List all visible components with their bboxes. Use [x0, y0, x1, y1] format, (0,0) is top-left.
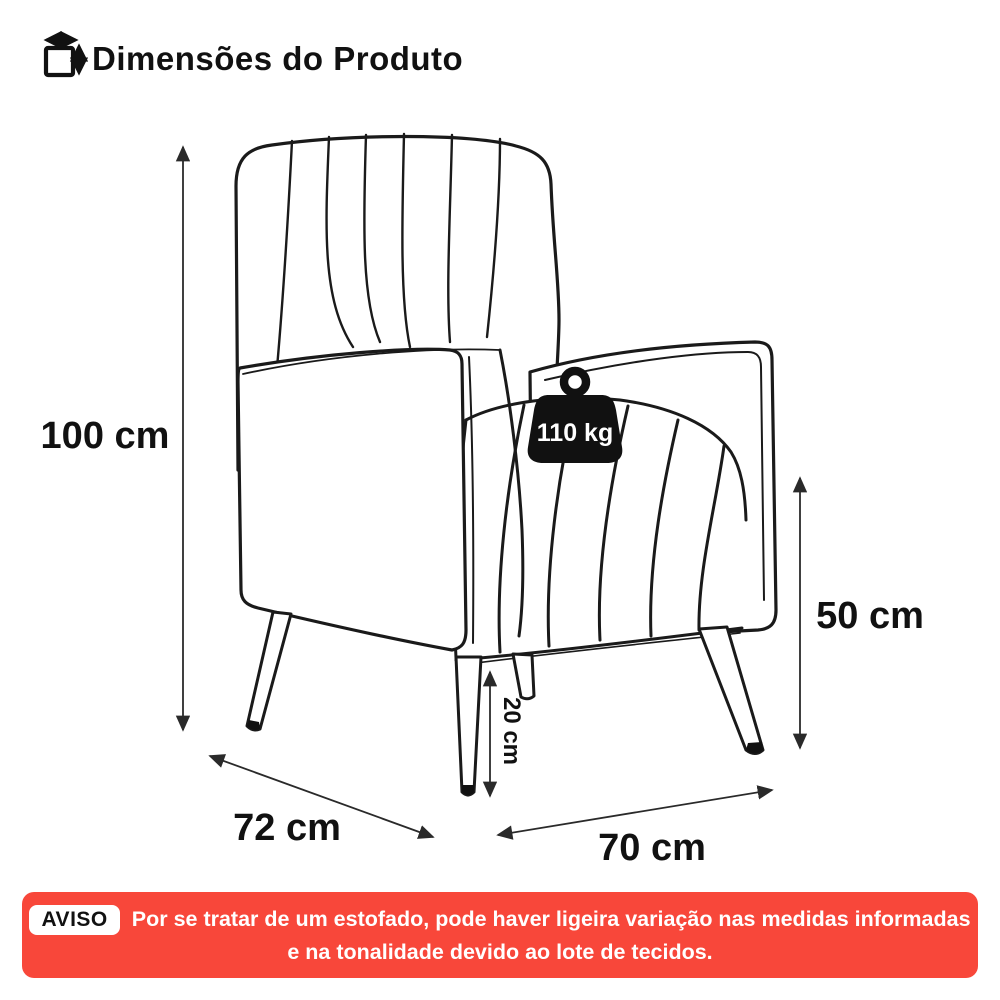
chair-leg-rear-left: [247, 612, 291, 730]
height-label: 100 cm: [40, 415, 170, 457]
warning-text-line2: e na tonalidade devido ao lote de tecidos.: [287, 939, 713, 964]
chair-leg-front-left: [456, 657, 481, 795]
chair-leg-mid: [513, 654, 534, 699]
max-weight-label: 110 kg: [536, 419, 614, 447]
left-armrest: [238, 349, 466, 650]
depth-label: 72 cm: [233, 807, 341, 849]
warning-banner: [22, 892, 978, 978]
warning-text-line1: Por se tratar de um estofado, pode haver ligeira variação nas medidas informadas: [131, 906, 971, 931]
chair-leg-rear-right: [699, 627, 763, 754]
armchair-drawing: [236, 134, 776, 795]
warning-badge: AVISO: [29, 905, 119, 935]
width-label: 70 cm: [598, 827, 706, 869]
leg-height-label: 20 cm: [498, 696, 525, 766]
dimensions-icon: [46, 40, 79, 75]
seat-back-height-label: 50 cm: [816, 595, 924, 637]
page-title: Dimensões do Produto: [92, 40, 464, 77]
